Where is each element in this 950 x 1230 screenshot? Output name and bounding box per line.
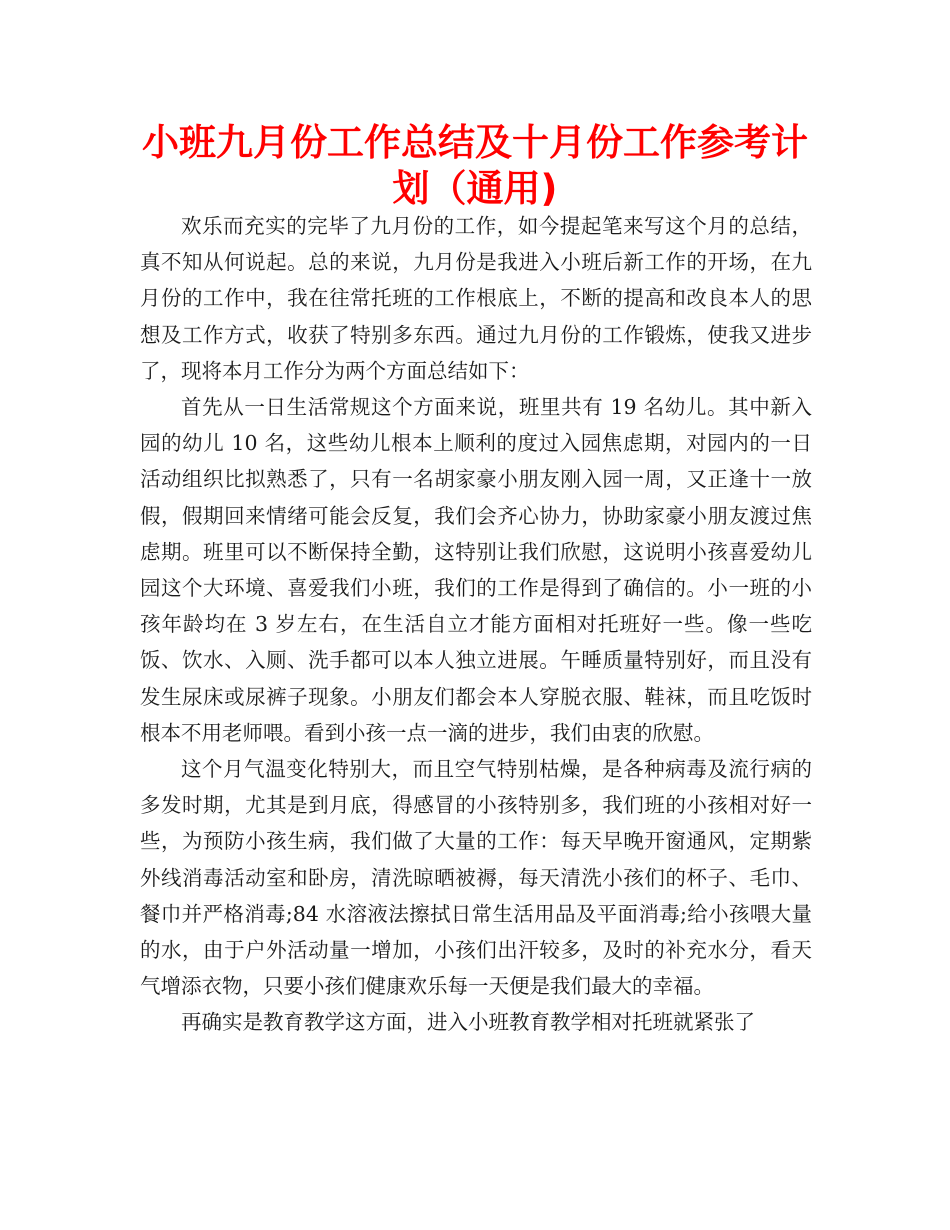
paragraph-education: 再确实是教育教学这方面，进入小班教育教学相对托班就紧张了 bbox=[181, 1010, 755, 1035]
paragraph-health: 这个月气温变化特别大，而且空气特别枯燥，是各种病毒及流行病的多发时期，尤其是到月底，得感冒的小孩特别多，我们班的小孩相对好一些，为预防小孩生病，我们做了大量的工作：每天早晚开窗通风，定期紫外线消毒活动室和卧房，清洗晾晒被褥，每天清洗小孩们的杯子、毛巾、餐巾并严格消毒;84 水溶液法擦拭日常生活用品及平面消毒;给小孩喂大量的水，由于户外活动量一增加，小孩们出汗较多，及时的补充水分，看天气增添衣物，只要小孩们健康欢乐每一天便是我们最大的幸福。 bbox=[140, 757, 812, 999]
paragraph-daily-routine: 首先从一日生活常规这个方面来说，班里共有 19 名幼儿。其中新入园的幼儿 10 名，这些幼儿根本上顺利的度过入园焦虑期，对园内的一日活动组织比拟熟悉了，只有一名胡家豪小朋友刚入园一周，又正逢十一放假，假期回来情绪可能会反复，我们会齐心协力，协助家豪小朋友渡过焦虑期。班里可以不断保持全勤，这特别让我们欣慰，这说明小孩喜爱幼儿园这个大环境、喜爱我们小班，我们的工作是得到了确信的。小一班的小孩年龄均在 3 岁左右，在生活自立才能方面相对托班好一些。像一些吃饭、饮水、入厕、洗手都可以本人独立进展。午睡质量特别好，而且没有发生尿床或尿裤子现象。小朋友们都会本人穿脱衣服、鞋袜，而且吃饭时根本不用老师喂。看到小孩一点一滴的进步，我们由衷的欣慰。 bbox=[140, 395, 812, 745]
document-title: 小班九月份工作总结及十月份工作参考计划（通用) bbox=[142, 121, 808, 210]
document-body bbox=[140, 208, 812, 1041]
paragraph-intro: 欢乐而充实的完毕了九月份的工作，如今提起笔来写这个月的总结，真不知从何说起。总的来说，九月份是我进入小班后新工作的开场，在九月份的工作中，我在往常托班的工作根底上，不断的提高和改良本人的思想及工作方式，收获了特别多东西。通过九月份的工作锻炼，使我又进步了，现将本月工作分为两个方面总结如下： bbox=[140, 214, 812, 383]
